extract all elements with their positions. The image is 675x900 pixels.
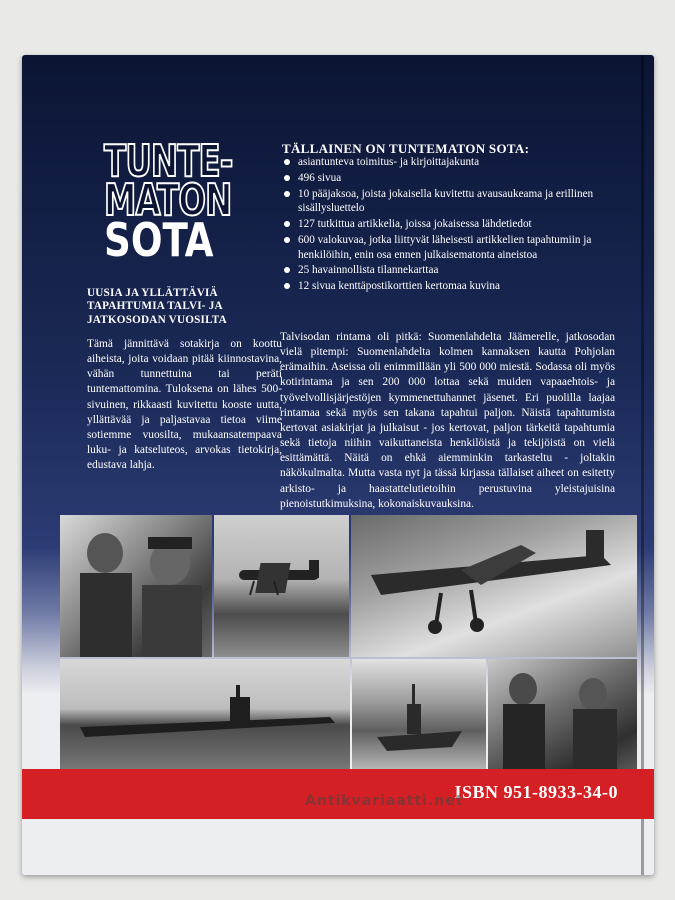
officers-silhouette bbox=[60, 515, 212, 657]
features-item-text: 127 tutkittua artikkelia, joissa jokaisessa lähdetiedot bbox=[298, 218, 532, 231]
features-item-text: 600 valokuvaa, jotka liittyvät läheisesti artikkelien tapahtumiin ja henkilöihin, enin osa ennen julkaisematonta aineistoa bbox=[298, 233, 592, 261]
bullet-icon bbox=[284, 175, 290, 181]
photo-officers bbox=[60, 515, 212, 657]
features-list bbox=[284, 155, 609, 295]
features-item bbox=[284, 155, 609, 170]
features-title: TÄLLAINEN ON TUNTEMATON SOTA: bbox=[282, 141, 530, 156]
features-item bbox=[284, 217, 609, 232]
features-item bbox=[284, 187, 609, 217]
logo-line-2: MATON bbox=[104, 174, 232, 226]
bullet-icon bbox=[284, 267, 290, 273]
features-item-text: 10 pääjaksoa, joista jokaisella kuvitettu avausaukeama ja erillinen sisällysluettelo bbox=[298, 187, 594, 215]
bullet-icon bbox=[284, 191, 290, 197]
features-item-text: 496 sivua bbox=[298, 171, 342, 184]
photo-stuka-bomber bbox=[351, 515, 637, 657]
book-back-cover bbox=[22, 55, 654, 875]
photo-soldiers-field bbox=[488, 659, 637, 769]
features-item bbox=[284, 233, 609, 263]
features-item bbox=[284, 279, 609, 294]
photo-submarine bbox=[60, 659, 350, 769]
cover-edge bbox=[641, 55, 644, 875]
description-right: Talvisodan rintama oli pitkä: Suomenlahdelta Jäämerelle, jatkosodan vielä pitempi: Suomenlahdelta kolmen kannaksen kautta Pohjolan erämaihin. Aseissa oli enimmillään yli 500 000 miestä. Sodassa oli myös kotirintama ja sen 200 000 lottaa sekä muiden vapaaehtois- ja työvelvollisjärjestöjen kymmenettuhannet jäsenet. Eri puolilla laajaa rintamaa sekä myös sen takana tapahtui paljon. Näistä tapahtumista kertovat asiakirjat ja julkaisut - jos kertovat, paljon tärkeitä tapahtumia sekä tietoja niihin vaikuttaneista henkilöistä ja tekijöistä on vielä esittämättä. Näitä on ehkä aiemminkin tarkasteltu - joltakin näkökulmalta. Mutta vasta nyt ja tässä kirjassa tällaiset aiheet on esitetty arkisto- ja haastattelutietoihin perustuvina yleistajuisina pienoistutkimuksina, kokonaiskuvauksina. bbox=[280, 331, 615, 510]
features-item-text: asiantunteva toimitus- ja kirjoittajakunta bbox=[298, 156, 480, 168]
features-item bbox=[284, 171, 609, 186]
aircraft-silhouette bbox=[214, 515, 349, 657]
submarine-silhouette bbox=[60, 659, 350, 769]
warship-silhouette bbox=[352, 659, 486, 769]
features-item-text: 25 havainnollista tilannekarttaa bbox=[298, 264, 439, 277]
photo-aircraft bbox=[214, 515, 349, 657]
bullet-icon bbox=[284, 283, 290, 289]
cover-subtitle: UUSIA JA YLLÄTTÄVIÄ TAPAHTUMIA TALVI- JA JATKOSODAN VUOSILTA bbox=[87, 287, 227, 326]
soldiers-silhouette bbox=[488, 659, 637, 769]
isbn-number: ISBN 951-8933-34-0 bbox=[454, 782, 618, 802]
seller-watermark: Antikvariaatti.net bbox=[305, 793, 464, 809]
bullet-icon bbox=[284, 159, 290, 165]
bomber-silhouette bbox=[351, 515, 637, 657]
logo-line-3: SOTA bbox=[104, 213, 214, 268]
book-logo bbox=[104, 136, 264, 268]
bullet-icon bbox=[284, 237, 290, 243]
photo-warship bbox=[352, 659, 486, 769]
features-item bbox=[284, 263, 609, 278]
description-left: Tämä jännittävä sotakirja on koottu aiheista, joita voidaan pitää kiinnostavina, vähän tunnettuina tai peräti tuntemattomina. Tuloksena on lähes 500-sivuinen, rikkaasti kuvitettu kooste uutta, yllättävää ja paljastavaa tietoa viime sotiemme vuosilta, mukaansatempaava luku- ja katseluteos, arvokas tietokirja, edustava lahja. bbox=[87, 338, 282, 472]
logo-line-1: TUNTE- bbox=[104, 136, 233, 187]
features-item-text: 12 sivua kenttäpostikorttien kertomaa kuvina bbox=[298, 280, 500, 293]
bullet-icon bbox=[284, 221, 290, 227]
